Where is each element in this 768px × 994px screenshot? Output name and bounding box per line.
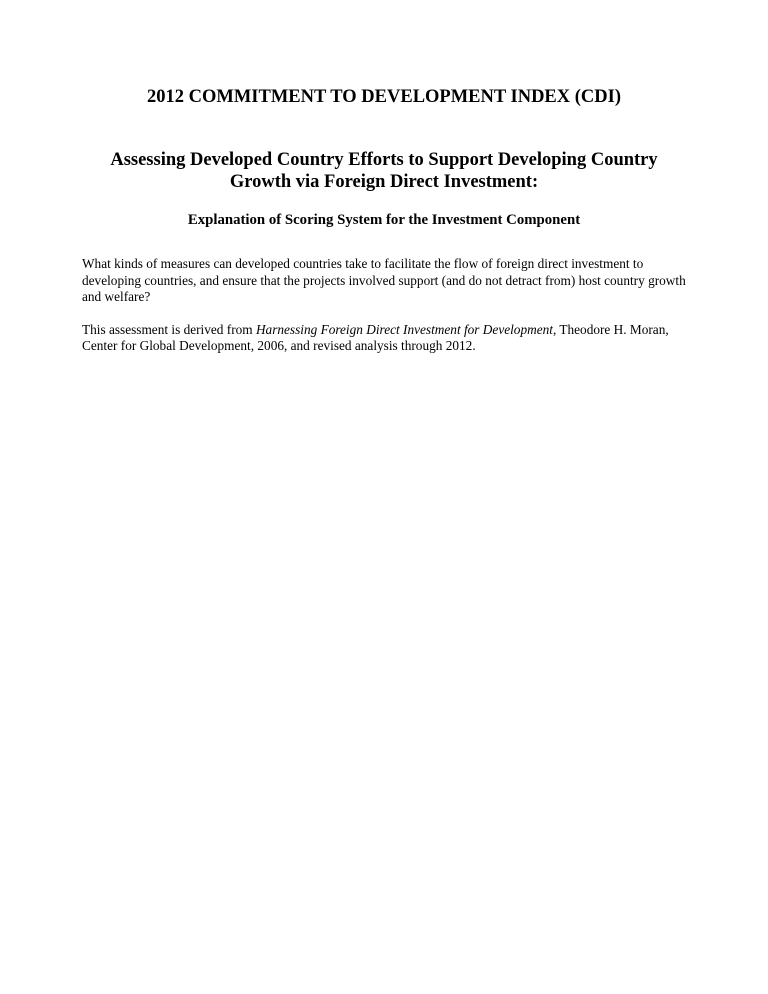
- book-title: Harnessing Foreign Direct Investment for Development: [255, 321, 553, 337]
- document-subtitle: [82, 149, 686, 193]
- source-prefix: This assessment is derived from: [82, 321, 256, 337]
- source-suffix: , Theodore H. Moran, Center for Global Development, 2006, and revised analysis through 2012.: [82, 321, 669, 354]
- subtitle-line-2: Growth via Foreign Direct Investment:: [229, 172, 539, 192]
- section-heading: Explanation of Scoring System for the Investment Component: [187, 212, 581, 228]
- document-title: 2012 COMMITMENT TO DEVELOPMENT INDEX (CDI): [146, 87, 622, 107]
- source-paragraph: [82, 322, 686, 355]
- subtitle-line-1: Assessing Developed Country Efforts to Support Developing Country: [110, 150, 658, 170]
- intro-paragraph: What kinds of measures can developed countries take to facilitate the flow of foreign direct investment to developing countries, and ensure that the projects involved support (and do not detract from) host country growth and welfare?: [82, 256, 686, 305]
